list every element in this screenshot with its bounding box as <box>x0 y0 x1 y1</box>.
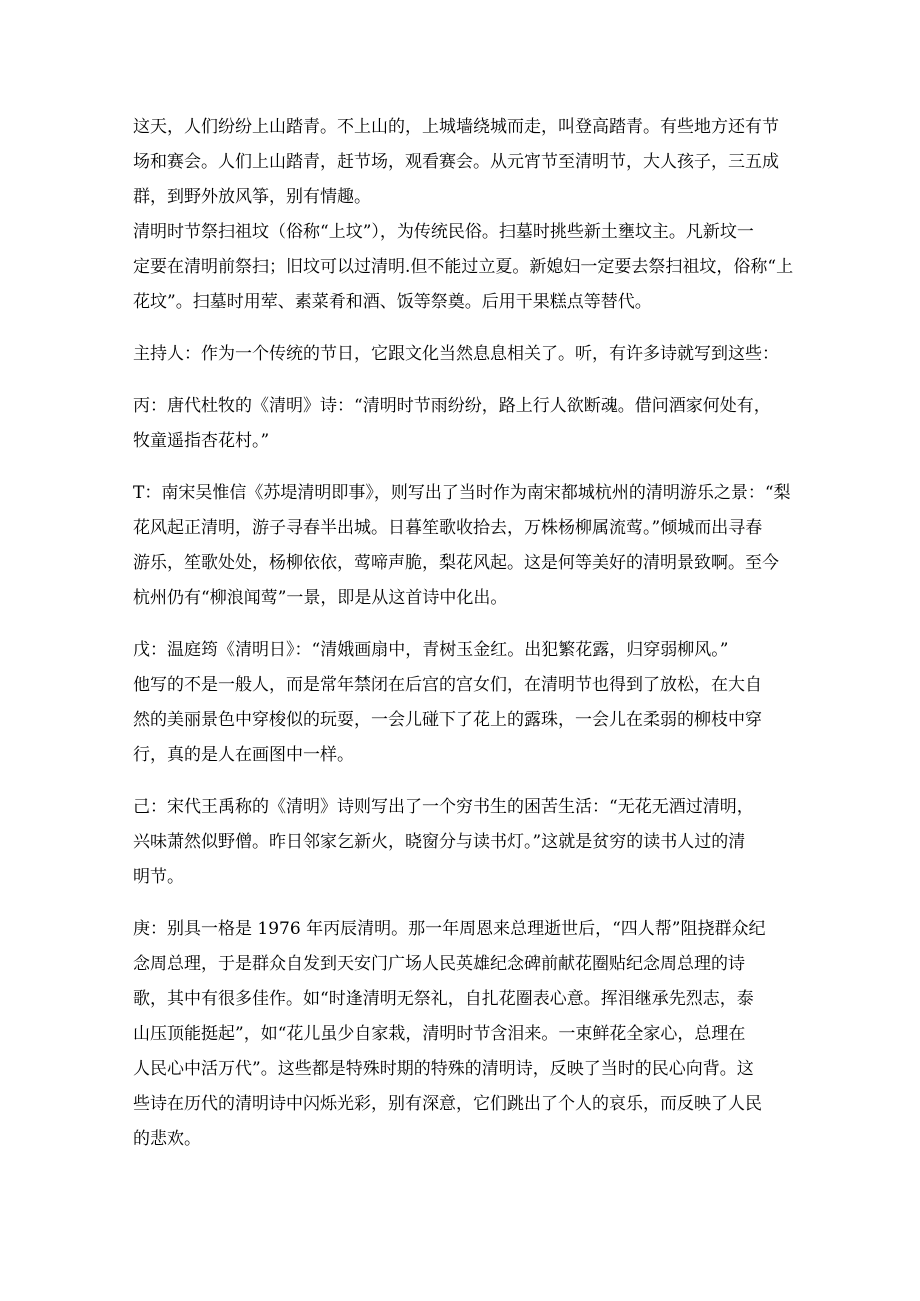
paragraph-geng <box>133 912 793 1157</box>
text-line: 主持人：作为一个传统的节日，它跟文化当然息息相关了。听，有许多诗就写到这些： <box>133 344 779 364</box>
text-line: 明节。 <box>133 867 184 887</box>
paragraph-gap <box>133 895 793 912</box>
text-line: 山压顶能挺起”，如“花儿虽少自家栽，清明时节含泪来。一束鲜花全家心，总理在 <box>133 1024 746 1044</box>
paragraph-outing <box>133 110 793 215</box>
text-line: 定要在清明前祭扫；旧坟可以过清明.但不能过立夏。新媳妇一定要去祭扫祖坟，俗称“上 <box>133 257 794 277</box>
paragraph-gap <box>133 773 793 790</box>
document-body <box>133 110 793 1157</box>
text-line: 然的美丽景色中穿梭似的玩耍，一会儿碰下了花上的露珠，一会儿在柔弱的柳枝中穿 <box>133 710 762 730</box>
text-line: 戊：温庭筠《清明日》：“清娥画扇中，青树玉金红。出犯繁花露，归穿弱柳风。” <box>133 640 729 660</box>
paragraph-ding <box>133 476 793 616</box>
text-line: 己：宋代王禹称的《清明》诗则写出了一个穷书生的困苦生活：“无花无酒过清明， <box>133 797 754 817</box>
text-line: 兴味萧然似野僧。昨日邻家乞新火，晓窗分与读书灯。”这就是贫穷的读书人过的清 <box>133 832 746 852</box>
text-line: 群，到野外放风筝，别有情趣。 <box>133 187 371 207</box>
paragraph-gap <box>133 372 793 389</box>
text-line: 庚：别具一格是 1976 年丙辰清明。那一年周恩来总理逝世后，“四人帮”阻挠群众纪 <box>133 919 766 939</box>
text-line: 杭州仍有“柳浪闻莺”一景，即是从这首诗中化出。 <box>133 588 508 608</box>
text-line: 花风起正清明，游子寻春半出城。日暮笙歌收拾去，万株杨柳属流莺。”倾城而出寻春 <box>133 518 763 538</box>
text-line: 他写的不是一般人，而是常年禁闭在后宫的宫女们，在清明节也得到了放松，在大自 <box>133 675 762 695</box>
text-line: 这天，人们纷纷上山踏青。不上山的，上城墙绕城而走，叫登高踏青。有些地方还有节 <box>133 117 779 137</box>
text-line: 的悲欢。 <box>133 1129 201 1149</box>
paragraph-gap <box>133 616 793 633</box>
text-line: 清明时节祭扫祖坟（俗称“上坟”），为传统民俗。扫墓时挑些新土壅坟主。凡新坟一 <box>133 222 754 242</box>
text-line: T：南宋吴惟信《苏堤清明即事》，则写出了当时作为南宋都城杭州的清明游乐之景：“梨 <box>133 483 791 503</box>
text-line: 游乐，笙歌处处，杨柳依依，莺啼声脆，梨花风起。这是何等美好的清明景致啊。至今 <box>133 553 779 573</box>
text-line: 花坟”。扫墓时用荤、素菜肴和酒、饭等祭奠。后用干果糕点等替代。 <box>133 292 652 312</box>
paragraph-host <box>133 337 793 372</box>
paragraph-gap <box>133 320 793 337</box>
text-line: 行，真的是人在画图中一样。 <box>133 745 354 765</box>
text-line: 丙：唐代杜牧的《清明》诗：“清明时节雨纷纷，路上行人欲断魂。借问酒家何处有， <box>133 396 771 416</box>
text-line: 场和赛会。人们上山踏青，赶节场，观看赛会。从元宵节至清明节，大人孩子，三五成 <box>133 152 779 172</box>
paragraph-gap <box>133 459 793 476</box>
text-line: 念周总理，于是群众自发到天安门广场人民英雄纪念碑前献花圈贴纪念周总理的诗 <box>133 954 745 974</box>
paragraph-ji <box>133 790 793 895</box>
text-line: 歌，其中有很多佳作。如“时逢清明无祭礼，自扎花圈表心意。挥泪继承先烈志，泰 <box>133 989 754 1009</box>
paragraph-tomb-sweeping <box>133 215 793 320</box>
text-line: 牧童遥指杏花村。” <box>133 431 270 451</box>
text-line: 人民心中活万代”。这些都是特殊时期的特殊的清明诗，反映了当时的民心向背。这 <box>133 1059 754 1079</box>
text-line: 些诗在历代的清明诗中闪烁光彩，别有深意，它们跳出了个人的哀乐，而反映了人民 <box>133 1094 762 1114</box>
paragraph-bing <box>133 389 793 459</box>
paragraph-wu <box>133 633 793 773</box>
